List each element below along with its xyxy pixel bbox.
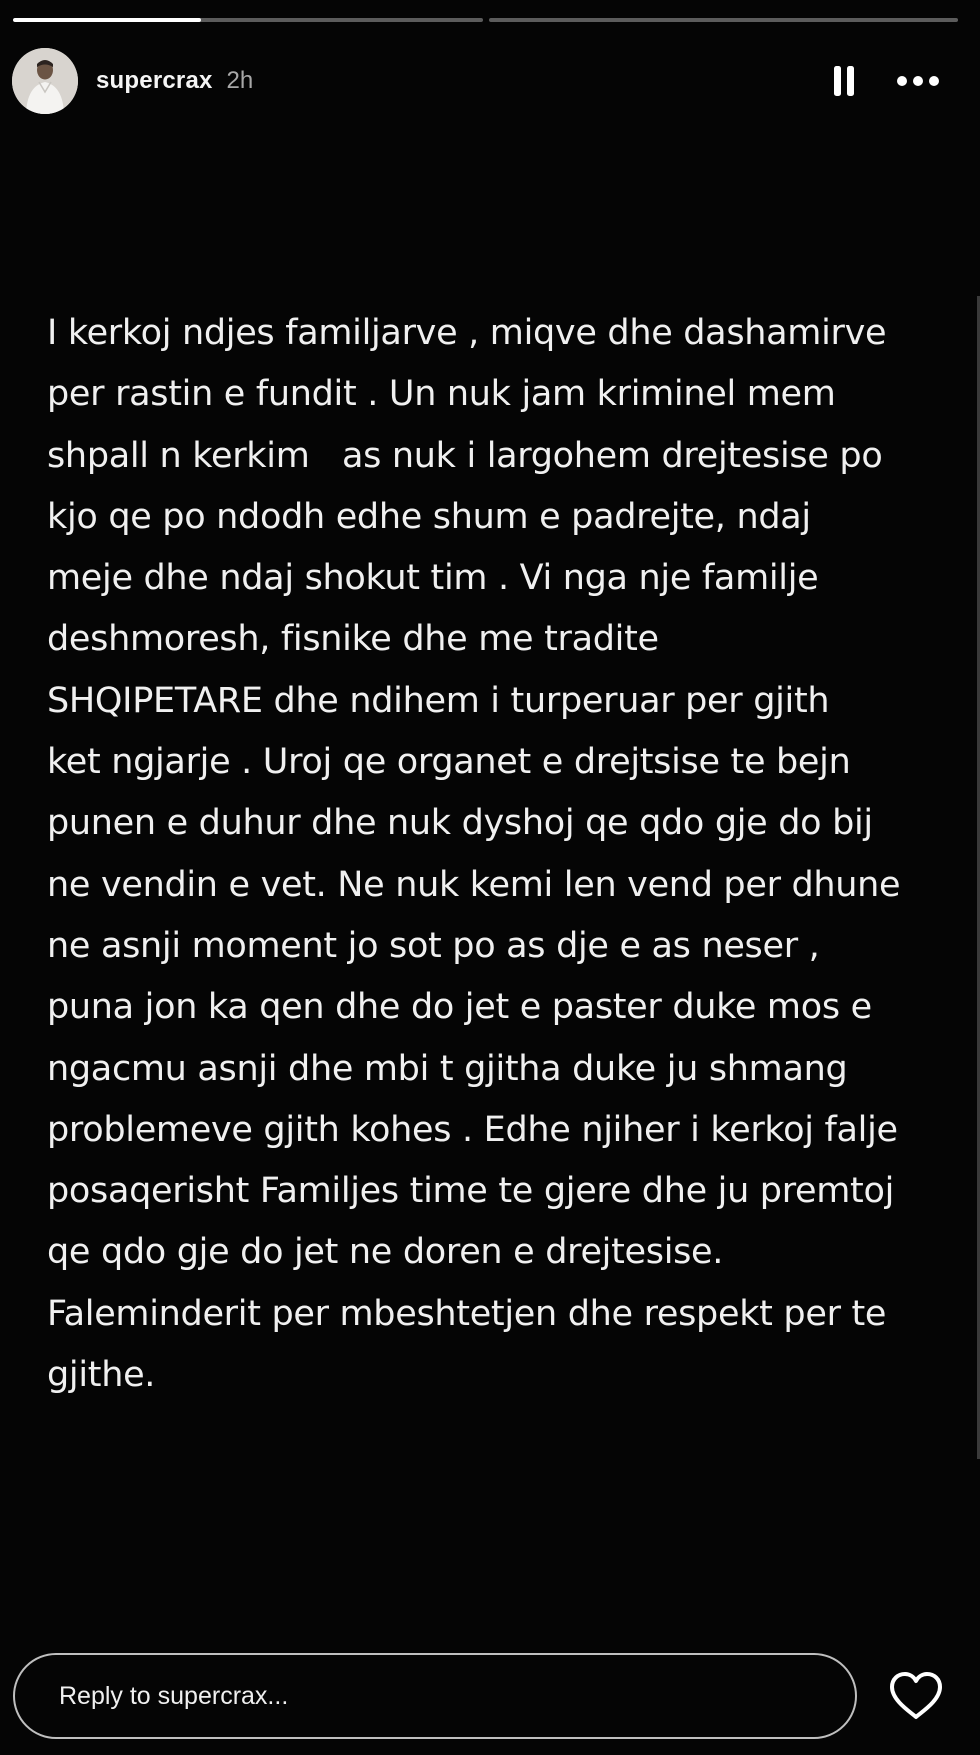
- story-text-line: I kerkoj ndjes familjarve , miqve dhe dashamirve: [47, 313, 887, 353]
- reply-input[interactable]: [57, 1681, 761, 1712]
- timestamp: 2h: [226, 67, 254, 94]
- pause-icon: [832, 65, 856, 97]
- story-text: [47, 303, 947, 1406]
- progress-segment-2: [489, 18, 959, 22]
- story-text-line: per rastin e fundit . Un nuk jam kriminel mem: [47, 374, 836, 415]
- reply-box[interactable]: [13, 1653, 857, 1739]
- like-button[interactable]: [888, 1671, 944, 1721]
- username[interactable]: supercrax: [96, 67, 213, 94]
- story-text-line: puna jon ka qen dhe do jet e paster duke mos e: [47, 987, 872, 1028]
- story-text-line: shpall n kerkim as nuk i largohem drejtesise po: [47, 435, 883, 476]
- avatar-image: [12, 48, 78, 114]
- story-text-line: SHQIPETARE dhe ndihem i turperuar per gjith: [47, 680, 830, 721]
- story-text-line: meje dhe ndaj shokut tim . Vi nga nje familje: [47, 558, 819, 599]
- story-text-line: ngacmu asnji dhe mbi t gjitha duke ju shmang: [47, 1048, 848, 1089]
- progress-segment-1: [13, 18, 483, 22]
- more-options-icon: [896, 75, 940, 87]
- story-text-line: ne asnji moment jo sot po as dje e as neser ,: [47, 925, 820, 966]
- story-progress-bar: [13, 18, 958, 23]
- more-options-button[interactable]: [894, 61, 942, 101]
- progress-segment-1-fill: [13, 18, 201, 22]
- story-text-line: Faleminderit per mbeshtetjen dhe respekt per te: [47, 1293, 887, 1334]
- pause-button[interactable]: [824, 61, 864, 101]
- story-text-line: kjo qe po ndodh edhe shum e padrejte, ndaj: [47, 496, 811, 537]
- story-text-line: qe qdo gje do jet ne doren e drejtesise.: [47, 1232, 724, 1273]
- heart-icon: [888, 1671, 944, 1721]
- story-text-line: ne vendin e vet. Ne nuk kemi len vend per dhune: [47, 864, 901, 905]
- story-text-line: deshmoresh, fisnike dhe me tradite: [47, 619, 659, 660]
- avatar[interactable]: [12, 48, 78, 114]
- story-text-line: gjithe.: [47, 1355, 156, 1396]
- story-text-line: problemeve gjith kohes . Edhe njiher i kerkoj falje: [47, 1109, 898, 1150]
- story-text-line: ket ngjarje . Uroj qe organet e drejtsise te bejn: [47, 742, 851, 783]
- story-text-line: punen e duhur dhe nuk dyshoj qe qdo gje do bij: [47, 803, 873, 844]
- story-header: [12, 48, 940, 114]
- story-text-line: posaqerisht Familjes time te gjere dhe ju premtoj: [47, 1171, 895, 1212]
